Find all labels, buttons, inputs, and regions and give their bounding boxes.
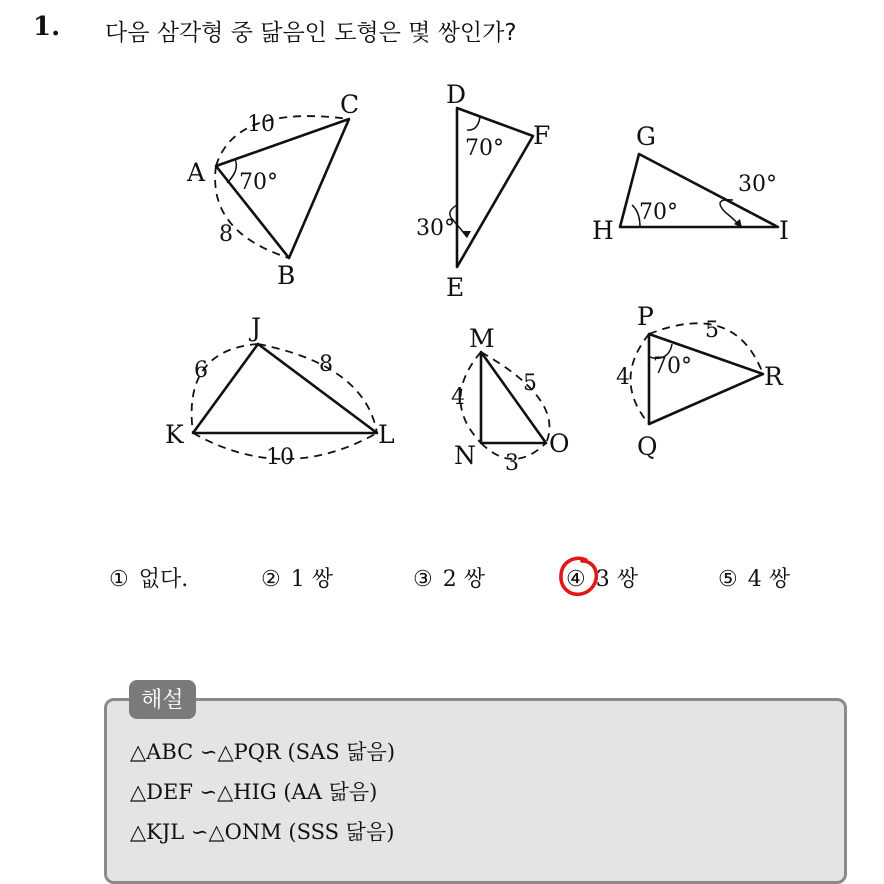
- label-vertex-c: C: [340, 90, 360, 119]
- choice-2-mark: ②: [261, 567, 281, 592]
- label-vertex-q: Q: [637, 432, 658, 461]
- label-vertex-r: R: [764, 362, 783, 391]
- solution-line-2: △DEF ∽△HIG (AA 닮음): [130, 780, 378, 804]
- label-vertex-d: D: [446, 80, 467, 109]
- choice-5-label: 4 쌍: [747, 567, 790, 592]
- triangle-def: [457, 108, 533, 267]
- label-side-no: 3: [505, 451, 519, 476]
- triangle-mno: [481, 352, 546, 443]
- label-side-pr: 5: [705, 318, 719, 343]
- label-vertex-b: B: [277, 261, 296, 290]
- label-vertex-i: I: [779, 216, 789, 245]
- label-vertex-p: P: [637, 302, 654, 331]
- choice-3-label: 2 쌍: [442, 567, 485, 592]
- label-vertex-g: G: [636, 122, 656, 151]
- choice-1[interactable]: [109, 562, 188, 593]
- label-vertex-m: M: [469, 324, 495, 353]
- choice-2-label: 1 쌍: [290, 567, 333, 592]
- label-side-mn: 4: [451, 385, 465, 410]
- label-side-pq: 4: [616, 365, 630, 390]
- choice-4-label: 3 쌍: [595, 567, 638, 592]
- label-angle-d: 70°: [465, 136, 504, 161]
- label-angle-h: 70°: [639, 200, 678, 225]
- arc-pq: [631, 334, 650, 424]
- triangle-pqr: [649, 334, 763, 424]
- angle-arrow-e: [462, 231, 471, 238]
- angle-arc-d: [467, 117, 480, 130]
- label-vertex-l: L: [378, 420, 395, 449]
- label-vertex-o: O: [549, 429, 570, 458]
- label-side-mo: 5: [523, 371, 537, 396]
- label-vertex-a: A: [187, 158, 206, 187]
- selected-answer-circle: [556, 553, 602, 599]
- triangle-abc: [216, 119, 349, 258]
- triangle-kjl: [193, 344, 377, 433]
- question-text: 다음 삼각형 중 닮음인 도형은 몇 쌍인가?: [105, 20, 517, 46]
- choice-5-mark: ⑤: [718, 567, 738, 592]
- label-side-ab: 8: [219, 222, 233, 247]
- label-side-kl: 10: [266, 445, 294, 470]
- label-vertex-n: N: [454, 441, 476, 470]
- label-angle-p: 70°: [653, 354, 692, 379]
- question-number: 1.: [33, 12, 61, 42]
- label-side-ac: 10: [247, 112, 275, 137]
- label-angle-e: 30°: [416, 216, 455, 241]
- label-vertex-k: K: [165, 420, 184, 449]
- label-side-kj: 6: [194, 358, 208, 383]
- solution-line-1: △ABC ∽△PQR (SAS 닮음): [130, 740, 396, 764]
- label-vertex-h: H: [592, 216, 614, 245]
- label-vertex-j: J: [251, 313, 262, 342]
- label-side-jl: 8: [319, 352, 333, 377]
- choice-2[interactable]: [261, 562, 333, 593]
- label-angle-i: 30°: [738, 172, 777, 197]
- choice-3-mark: ③: [413, 567, 433, 592]
- label-vertex-e: E: [446, 273, 465, 302]
- choice-1-mark: ①: [109, 567, 129, 592]
- label-vertex-f: F: [533, 121, 551, 150]
- choice-4-mark: ④: [566, 567, 586, 592]
- choice-1-label: 없다.: [138, 567, 189, 592]
- choice-5[interactable]: [718, 562, 790, 593]
- answer-choices: [0, 562, 884, 596]
- choice-3[interactable]: [413, 562, 485, 593]
- solution-tag: 해설: [129, 680, 196, 719]
- solution-line-3: △KJL ∽△ONM (SSS 닮음): [130, 820, 395, 844]
- label-angle-a: 70°: [239, 170, 278, 195]
